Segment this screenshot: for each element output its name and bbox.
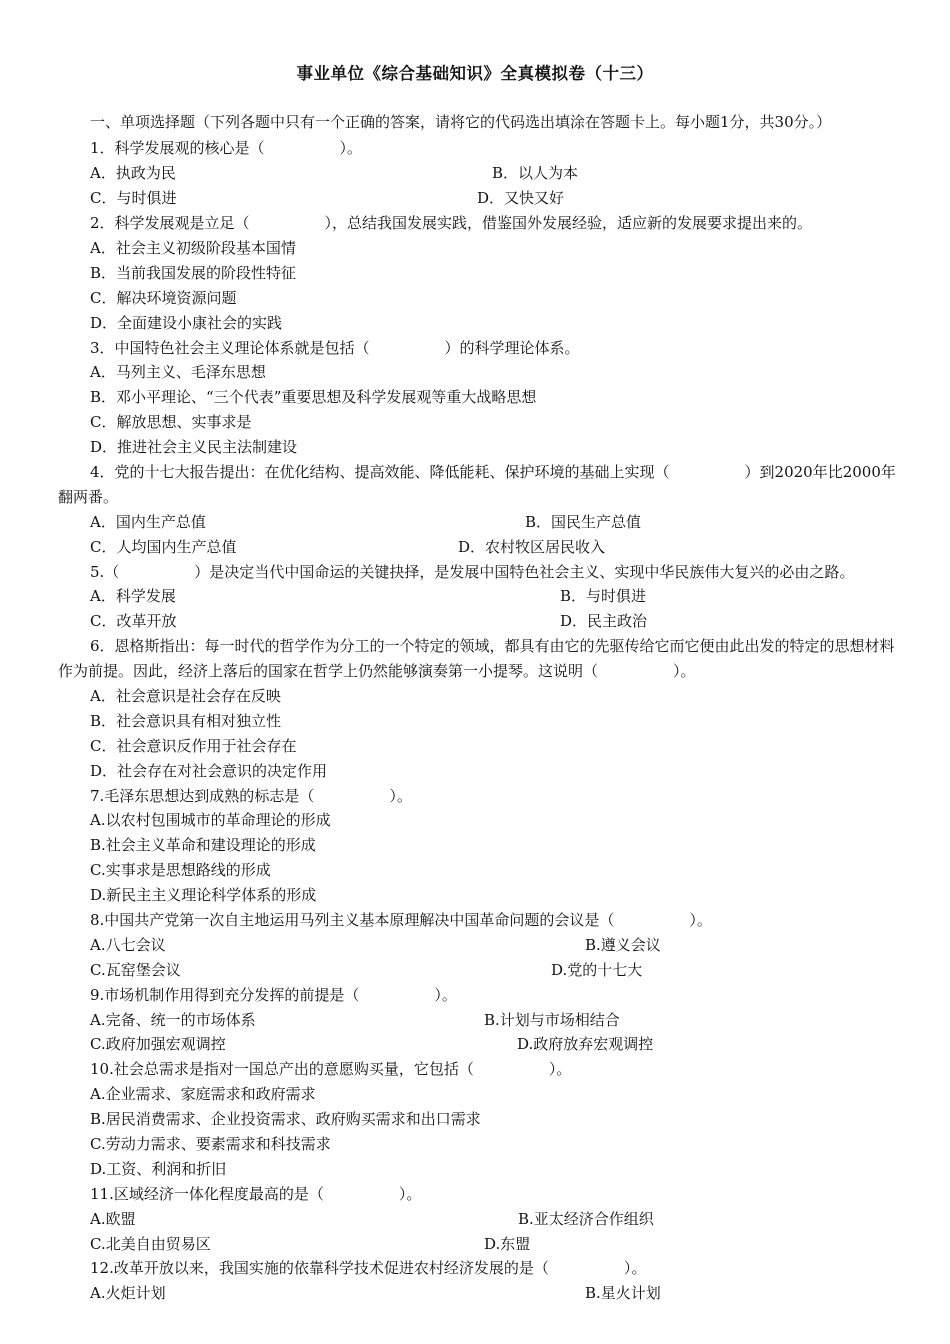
question-9-option-c: C.政府加强宏观调控	[90, 1035, 226, 1053]
question-6-stem: 6．恩格斯指出：每一时代的哲学作为分工的一个特定的领域，都具有由它的先驱传给它而它便由此出发的特定的思想材料作为前提。因此，经济上落后的国家在哲学上仍然能够演奏第一小提琴。这说明（ ）。	[58, 637, 895, 680]
question-4-option-b: B．国民生产总值	[525, 513, 642, 531]
question-11-option-b: B.亚太经济合作组织	[518, 1210, 654, 1228]
question-6-option-b: B．社会意识具有相对独立性	[90, 712, 282, 730]
question-8-stem: 8.中国共产党第一次自主地运用马列主义基本原理解决中国革命问题的会议是（ ）。	[90, 911, 712, 929]
question-10-option-d: D.工资、利润和折旧	[90, 1160, 227, 1178]
question-4-stem: 4．党的十七大报告提出：在优化结构、提高效能、降低能耗、保护环境的基础上实现（ ）到2020年比2000年翻两番。	[58, 463, 896, 506]
question-2-option-b: B．当前我国发展的阶段性特征	[90, 264, 297, 282]
question-11-option-a: A.欧盟	[90, 1210, 136, 1228]
question-3-option-a: A．马列主义、毛泽东思想	[90, 363, 266, 381]
question-3-option-d: D．推进社会主义民主法制建设	[90, 438, 298, 456]
question-11-option-d: D.东盟	[484, 1235, 531, 1253]
question-11-stem: 11.区域经济一体化程度最高的是（ ）。	[90, 1185, 422, 1203]
question-5-option-d: D．民主政治	[560, 612, 648, 630]
question-6-option-d: D．社会存在对社会意识的决定作用	[90, 762, 328, 780]
question-12-stem: 12.改革开放以来，我国实施的依靠科学技术促进农村经济发展的是（ ）。	[90, 1259, 647, 1277]
question-9-option-d: D.政府放弃宏观调控	[517, 1035, 654, 1053]
question-1-option-b: B．以人为本	[492, 164, 579, 182]
question-1-option-d: D．又快又好	[477, 189, 565, 207]
question-10-option-a: A.企业需求、家庭需求和政府需求	[90, 1085, 316, 1103]
question-9-stem: 9.市场机制作用得到充分发挥的前提是（ ）。	[90, 986, 457, 1004]
question-10-option-c: C.劳动力需求、要素需求和科技需求	[90, 1135, 331, 1153]
question-2-option-d: D．全面建设小康社会的实践	[90, 314, 283, 332]
question-5-option-b: B．与时俱进	[560, 587, 647, 605]
question-10-option-b: B.居民消费需求、企业投资需求、政府购买需求和出口需求	[90, 1110, 481, 1128]
question-3-stem: 3．中国特色社会主义理论体系就是包括（ ）的科学理论体系。	[90, 339, 580, 357]
question-5-option-a: A．科学发展	[90, 587, 176, 605]
question-4-option-c: C．人均国内生产总值	[90, 538, 237, 556]
question-3-option-b: B．邓小平理论、“三个代表”重要思想及科学发展观等重大战略思想	[90, 388, 537, 406]
question-8-option-b: B.遵义会议	[585, 936, 661, 954]
question-5-stem: 5.（ ）是决定当代中国命运的关键抉择，是发展中国特色社会主义、实现中华民族伟大复兴的必由之路。	[90, 563, 855, 581]
question-5-option-c: C．改革开放	[90, 612, 177, 630]
question-1-stem: 1．科学发展观的核心是（ ）。	[90, 139, 363, 157]
question-2-option-a: A．社会主义初级阶段基本国情	[90, 239, 296, 257]
question-7-option-b: B.社会主义革命和建设理论的形成	[90, 836, 316, 854]
question-4-option-a: A．国内生产总值	[90, 513, 206, 531]
question-6-option-a: A．社会意识是社会存在反映	[90, 687, 281, 705]
question-7-stem: 7.毛泽东思想达到成熟的标志是（ ）。	[90, 787, 412, 805]
page-title: 事业单位《综合基础知识》全真模拟卷（十三）	[296, 64, 654, 83]
question-8-option-d: D.党的十七大	[551, 961, 643, 979]
question-6-option-c: C．社会意识反作用于社会存在	[90, 737, 297, 755]
question-2-option-c: C．解决环境资源问题	[90, 289, 237, 307]
question-12-option-b: B.星火计划	[585, 1284, 661, 1302]
question-8-option-a: A.八七会议	[90, 936, 166, 954]
question-7-option-a: A.以农村包围城市的革命理论的形成	[90, 811, 331, 829]
question-7-option-d: D.新民主主义理论科学体系的形成	[90, 886, 317, 904]
question-8-option-c: C.瓦窑堡会议	[90, 961, 181, 979]
question-1-option-a: A．执政为民	[90, 164, 176, 182]
question-12-option-a: A.火炬计划	[90, 1284, 166, 1302]
section-header: 一、单项选择题（下列各题中只有一个正确的答案，请将它的代码选出填涂在答题卡上。每小题1分，共30分。）	[90, 113, 832, 131]
question-4-option-d: D．农村牧区居民收入	[458, 538, 606, 556]
question-2-stem: 2．科学发展观是立足（ ），总结我国发展实践，借鉴国外发展经验，适应新的发展要求提出来的。	[90, 214, 813, 232]
question-11-option-c: C.北美自由贸易区	[90, 1235, 211, 1253]
question-3-option-c: C．解放思想、实事求是	[90, 413, 252, 431]
question-9-option-a: A.完备、统一的市场体系	[90, 1011, 256, 1029]
question-1-option-c: C．与时俱进	[90, 189, 177, 207]
question-9-option-b: B.计划与市场相结合	[484, 1011, 620, 1029]
question-7-option-c: C.实事求是思想路线的形成	[90, 861, 271, 879]
question-10-stem: 10.社会总需求是指对一国总产出的意愿购买量，它包括（ ）。	[90, 1060, 572, 1078]
